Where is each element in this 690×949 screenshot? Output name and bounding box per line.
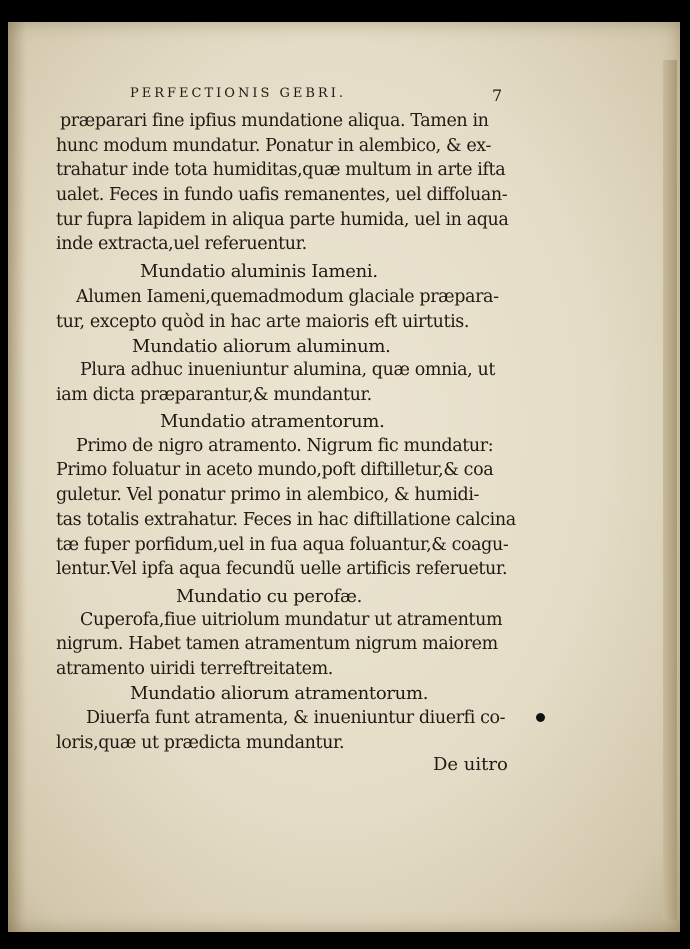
section-heading: Mundatio atramentorum. (160, 411, 385, 432)
text-line: guletur. Vel ponatur primo in alembico, & humidi- (56, 485, 480, 505)
text-line: præparari fine ipfius mundatione aliqua. Tamen in (60, 111, 489, 131)
section-heading: Mundatio aliorum atramentorum. (130, 683, 429, 704)
page-edge (663, 60, 677, 920)
section-heading: Mundatio aluminis Iameni. (140, 261, 378, 282)
text-line: Cuperofa,fiue uitriolum mundatur ut atramentum (80, 610, 503, 630)
text-line: hunc modum mundatur. Ponatur in alembico, & ex- (56, 136, 491, 156)
text-line: nigrum. Habet tamen atramentum nigrum maiorem (56, 634, 498, 654)
catchword: De uitro (433, 754, 508, 775)
folio-number: 7 (492, 86, 503, 105)
text-line: loris,quæ ut prædicta mundantur. (56, 733, 345, 753)
text-line: Primo de nigro atramento. Nigrum fic mundatur: (76, 436, 494, 456)
text-line: lentur.Vel ipfa aqua fecundũ uelle artificis referuetur. (56, 559, 508, 579)
text-line: Primo foluatur in aceto mundo,poft diftilletur,& coa (56, 460, 494, 480)
text-line: inde extracta,uel referuentur. (56, 234, 307, 254)
text-line: trahatur inde tota humiditas,quæ multum in arte ifta (56, 160, 506, 180)
running-head-title: PERFECTIONIS GEBRI. (130, 86, 346, 101)
section-heading: Mundatio aliorum aluminum. (132, 336, 391, 357)
text-line: tæ fuper porfidum,uel in fua aqua foluantur,& coagu- (56, 535, 509, 555)
text-line: Plura adhuc inueniuntur alumina, quæ omnia, ut (80, 360, 495, 380)
text-line: atramento uiridi terreftreitatem. (56, 659, 333, 679)
text-line: Alumen Iameni,quemadmodum glaciale præpara- (76, 287, 499, 307)
section-heading: Mundatio cu perofæ. (176, 586, 363, 607)
text-line: iam dicta præparantur,& mundantur. (56, 385, 372, 405)
text-line: tas totalis extrahatur. Feces in hac diftillatione calcina (56, 510, 516, 530)
spine-shadow (8, 22, 26, 932)
margin-dot (536, 713, 545, 722)
text-line: ualet. Feces in fundo uafis remanentes, uel diffoluan- (56, 185, 508, 205)
text-line: tur fupra lapidem in aliqua parte humida, uel in aqua (56, 210, 509, 230)
text-line: tur, excepto quòd in hac arte maioris eft uirtutis. (56, 312, 470, 332)
text-line: Diuerfa funt atramenta, & inueniuntur diuerfi co- (86, 708, 506, 728)
